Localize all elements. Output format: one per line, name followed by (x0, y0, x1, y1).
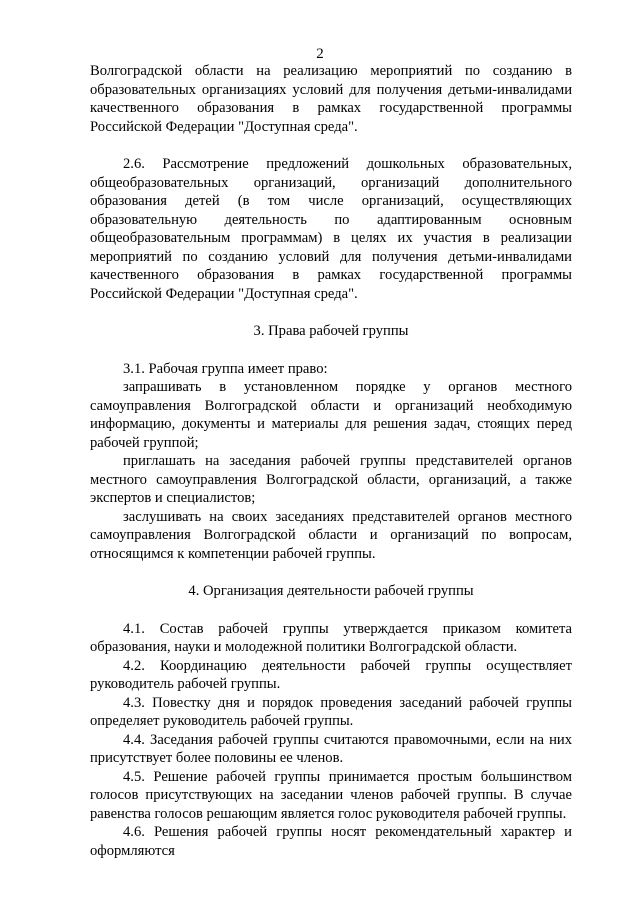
document-body (90, 62, 572, 860)
paragraph-3-1-a: запрашивать в установленном порядке у органов местного самоуправления Волгоградской области и организаций необходимую информацию, документы и материалы для решения задач, стоящих перед рабочей группой; (90, 379, 572, 451)
paragraph-3-1: 3.1. Рабочая группа имеет право: (123, 360, 328, 377)
page-number: 2 (316, 46, 324, 62)
paragraph-2-6: 2.6. Рассмотрение предложений дошкольных образовательных, общеобразовательных организаций, организаций дополнительного образования детей (в том числе организаций, осуществляющих образовательную деятельность по адаптированным основным общеобразовательным программам) в целях их участия в реализации мероприятий по созданию условий для получения детьми-инвалидами качественного образования в рамках государственной программы Российской Федерации "Доступная среда". (90, 156, 572, 302)
paragraph-3-1-c: заслушивать на своих заседаниях представителей органов местного самоуправления Волгоградской области и организаций по вопросам, относящимся к компетенции рабочей группы. (90, 508, 572, 562)
paragraph-4-4: 4.4. Заседания рабочей группы считаются правомочными, если на них присутствует более половины ее членов. (90, 731, 572, 766)
paragraph-4-6: 4.6. Решения рабочей группы носят рекомендательный характер и оформляются (90, 824, 572, 859)
section-4-heading: 4. Организация деятельности рабочей группы (188, 583, 474, 599)
paragraph-4-5: 4.5. Решение рабочей группы принимается простым большинством голосов присутствующих на заседании членов рабочей группы. В случае равенства голосов решающим является голос руководителя рабочей группы. (90, 768, 572, 822)
intro-paragraph: Волгоградской области на реализацию мероприятий по созданию в образовательных организациях условий для получения детьми-инвалидами качественного образования в рамках государственной программы Российской Федерации "Доступная среда". (90, 63, 572, 135)
paragraph-4-3: 4.3. Повестку дня и порядок проведения заседаний рабочей группы определяет руководитель рабочей группы. (90, 694, 572, 729)
paragraph-4-1: 4.1. Состав рабочей группы утверждается приказом комитета образования, науки и молодежной политики Волгоградской области. (90, 620, 572, 655)
section-3-heading: 3. Права рабочей группы (253, 323, 409, 339)
paragraph-4-2: 4.2. Координацию деятельности рабочей группы осуществляет руководитель рабочей группы. (90, 657, 572, 692)
paragraph-3-1-b: приглашать на заседания рабочей группы представителей органов местного самоуправления Волгоградской области, организаций, а также экспертов и специалистов; (90, 453, 572, 506)
